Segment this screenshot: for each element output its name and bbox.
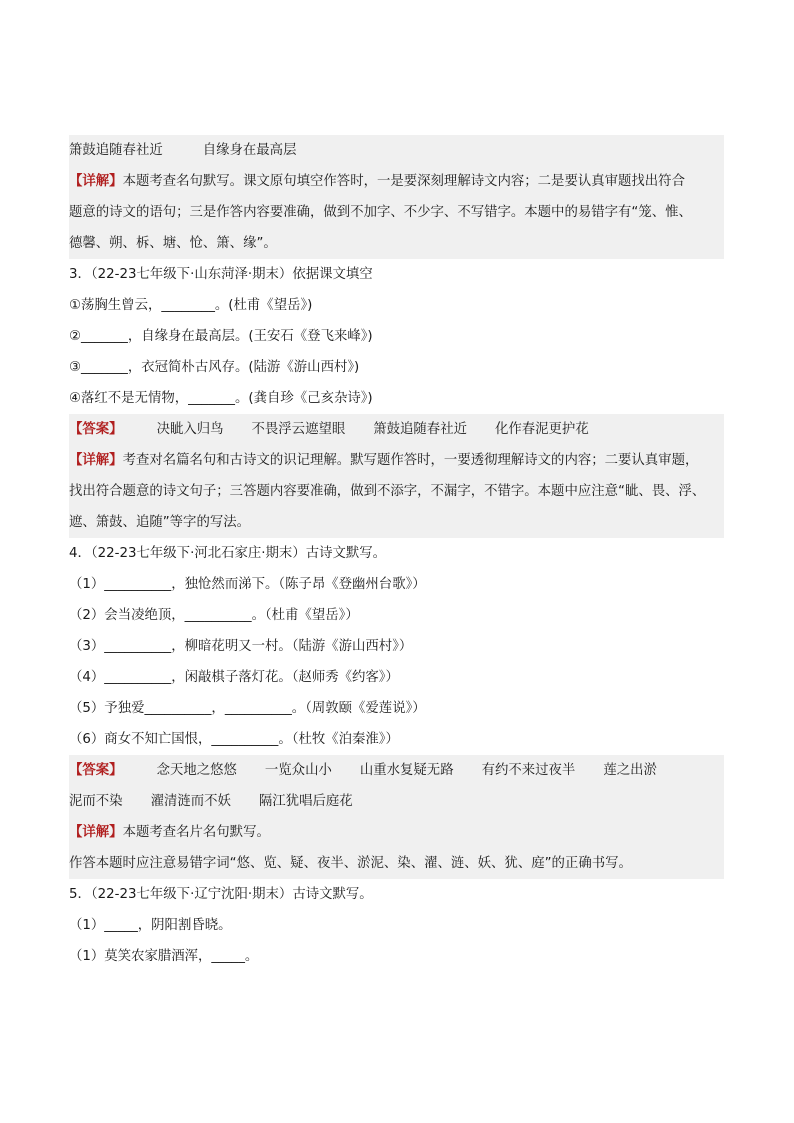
detail-text: 本题考查名句默写。课文原句填空作答时，一是要深刻理解诗文内容；二是要认真审题找出符合 — [122, 174, 685, 189]
question-item: （3）__________，柳暗花明又一村。（陆游《游山西村》） — [69, 639, 413, 654]
question-item: ②_______，自缘身在最高层。(王安石《登飞来峰》) — [69, 329, 373, 344]
answer-block-3 — [69, 414, 724, 538]
question-5-title: 5．（22-23七年级下·辽宁沈阳·期末）古诗文默写。 — [69, 887, 373, 902]
question-item: （1）__________，独怆然而涕下。（陈子昂《登幽州台歌》） — [69, 577, 426, 592]
answer-text: 有约不来过夜半 — [481, 763, 576, 778]
detail-line — [69, 197, 724, 228]
answer-text: 念天地之悠悠 — [156, 763, 237, 778]
question-item: （5）予独爱__________，__________。（周敦颐《爱莲说》） — [69, 701, 426, 716]
question-item: （2）会当凌绝顶，__________。（杜甫《望岳》） — [69, 608, 359, 623]
question-3-title: 3．（22-23七年级下·山东菏泽·期末）依据课文填空 — [69, 267, 373, 282]
detail-text: 遮、箫鼓、追随”等字的写法。 — [69, 515, 251, 530]
answer-text: 濯清涟而不妖 — [150, 794, 231, 809]
detail-text: 本题考查名片名句默写。 — [122, 825, 270, 840]
answer-text: 箫鼓追随春社近 — [69, 143, 163, 158]
detail-text: 找出符合题意的诗文句子；三答题内容要准确，做到不添字，不漏字，不错字。本题中应注意“眦、畏、浮、 — [69, 484, 706, 499]
question-item: （1）_____，阴阳割昏晓。 — [69, 918, 232, 933]
answer-tag: 【答案】 — [69, 422, 123, 437]
detail-text: 作答本题时应注意易错字词“悠、览、疑、夜半、淤泥、染、濯、涟、妖、犹、庭”的正确书写。 — [69, 856, 632, 871]
detail-text: 考查对名篇名句和古诗文的识记理解。默写题作答时，一要透彻理解诗文的内容；二要认真审题， — [122, 453, 699, 468]
question-item: ①荡胸生曾云，________。(杜甫《望岳》) — [69, 298, 313, 313]
question-item: （1）莫笑农家腊酒浑，_____。 — [69, 949, 259, 964]
answer-line — [69, 755, 724, 786]
document-page — [69, 135, 724, 972]
answer-line — [69, 414, 724, 445]
answer-block-4 — [69, 755, 724, 879]
detail-tag: 【详解】 — [69, 174, 123, 189]
answer-text: 隔江犹唱后庭花 — [258, 794, 353, 809]
detail-line — [69, 848, 724, 879]
question-item: ③_______，衣冠简朴古风存。(陆游《游山西村》) — [69, 360, 360, 375]
detail-text: 德馨、朔、柝、塘、怆、箫、缘”。 — [69, 236, 277, 251]
question-4-title: 4．（22-23七年级下·河北石家庄·期末）古诗文默写。 — [69, 546, 387, 561]
answer-line — [69, 135, 724, 166]
answer-text: 山重水复疑无路 — [359, 763, 454, 778]
answer-line — [69, 786, 724, 817]
answer-text: 决眦入归鸟 — [156, 422, 224, 437]
detail-line — [69, 166, 724, 197]
detail-tag: 【详解】 — [69, 825, 123, 840]
answer-text: 泥而不染 — [69, 794, 123, 809]
detail-line — [69, 445, 724, 476]
detail-line — [69, 817, 724, 848]
detail-line — [69, 228, 724, 259]
answer-text: 箫鼓追随春社近 — [373, 422, 467, 437]
detail-line — [69, 507, 724, 538]
detail-text: 题意的诗文的语句；三是作答内容要准确，做到不加字、不少字、不写错字。本题中的易错字有“笼、惟、 — [69, 205, 692, 220]
question-item: ④落红不是无情物，_______。(龚自珍《己亥杂诗》) — [69, 391, 373, 406]
answer-block-2 — [69, 135, 724, 259]
answer-text: 莲之出淤 — [603, 763, 657, 778]
question-item: （6）商女不知亡国恨，__________。（杜牧《泊秦淮》） — [69, 732, 399, 747]
detail-line — [69, 476, 724, 507]
answer-text: 自缘身在最高层 — [202, 143, 297, 158]
answer-tag: 【答案】 — [69, 763, 123, 778]
answer-text: 化作春泥更护花 — [494, 422, 589, 437]
question-item: （4）__________，闲敲棋子落灯花。（赵师秀《约客》） — [69, 670, 399, 685]
answer-text: 一览众山小 — [264, 763, 332, 778]
detail-tag: 【详解】 — [69, 453, 123, 468]
answer-text: 不畏浮云遮望眼 — [251, 422, 346, 437]
